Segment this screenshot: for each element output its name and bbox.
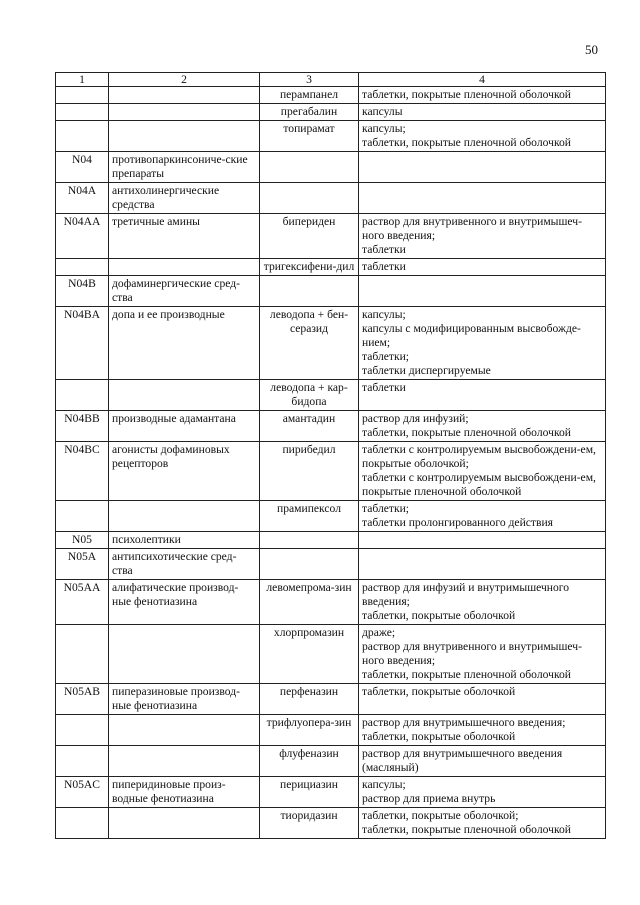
atc-code-cell: N04AA xyxy=(56,214,109,259)
atc-code-cell: N04BB xyxy=(56,411,109,442)
table-row xyxy=(56,580,606,625)
drug-name-cell xyxy=(260,532,359,549)
dosage-form: раствор для инфузий; xyxy=(362,412,469,425)
dosage-forms-cell xyxy=(359,625,606,684)
table-row xyxy=(56,87,606,104)
dosage-form: таблетки, покрытые пленочной оболочкой xyxy=(362,823,571,836)
dosage-form: таблетки, покрытые оболочкой; xyxy=(362,809,519,822)
dosage-forms-cell xyxy=(359,307,606,380)
dosage-forms-cell xyxy=(359,380,606,411)
group-name-cell: третичные амины xyxy=(109,214,260,259)
dosage-forms-cell xyxy=(359,104,606,121)
atc-code-cell: N05A xyxy=(56,549,109,580)
dosage-form: таблетки, покрытые пленочной оболочкой xyxy=(362,668,571,681)
group-name-cell xyxy=(109,259,260,276)
dosage-form: таблетки пролонгированного действия xyxy=(362,516,553,529)
dosage-forms-cell xyxy=(359,276,606,307)
drug-name-cell xyxy=(260,276,359,307)
table-body xyxy=(56,87,606,839)
dosage-forms-cell xyxy=(359,214,606,259)
group-name-cell xyxy=(109,501,260,532)
drug-name-cell: тригексифени-дил xyxy=(260,259,359,276)
atc-code-cell xyxy=(56,259,109,276)
group-name-cell: производные адамантана xyxy=(109,411,260,442)
header-row xyxy=(56,73,606,87)
atc-code-cell xyxy=(56,87,109,104)
table-row xyxy=(56,715,606,746)
drug-name-cell: топирамат xyxy=(260,121,359,152)
dosage-form: капсулы; xyxy=(362,122,406,135)
column-header: 4 xyxy=(359,73,606,87)
drug-name-cell: флуфеназин xyxy=(260,746,359,777)
table-row xyxy=(56,183,606,214)
dosage-forms-cell xyxy=(359,442,606,501)
table-row xyxy=(56,549,606,580)
dosage-form: таблетки; xyxy=(362,502,410,515)
atc-code-cell xyxy=(56,715,109,746)
dosage-form: таблетки xyxy=(362,381,406,394)
atc-code-cell: N04A xyxy=(56,183,109,214)
group-name-cell xyxy=(109,104,260,121)
dosage-forms-cell xyxy=(359,777,606,808)
drug-name-cell: леводопа + кар-бидопа xyxy=(260,380,359,411)
group-name-cell xyxy=(109,808,260,839)
table-row xyxy=(56,307,606,380)
table-row xyxy=(56,259,606,276)
atc-code-cell: N05 xyxy=(56,532,109,549)
dosage-forms-cell xyxy=(359,259,606,276)
dosage-form: капсулы; xyxy=(362,778,406,791)
group-name-cell: психолептики xyxy=(109,532,260,549)
atc-code-cell xyxy=(56,625,109,684)
drug-name-cell: амантадин xyxy=(260,411,359,442)
dosage-form: капсулы xyxy=(362,105,403,118)
dosage-forms-cell xyxy=(359,684,606,715)
atc-code-cell xyxy=(56,104,109,121)
group-name-cell: антихолинергические средства xyxy=(109,183,260,214)
group-name-cell: противопаркинсониче-ские препараты xyxy=(109,152,260,183)
drug-name-cell: левомепрома-зин xyxy=(260,580,359,625)
dosage-form: раствор для внутривенного и внутримышеч-ного введения; xyxy=(362,215,582,242)
atc-code-cell xyxy=(56,380,109,411)
page-number: 50 xyxy=(585,42,598,57)
dosage-forms-cell xyxy=(359,549,606,580)
drug-name-cell: леводопа + бен-серазид xyxy=(260,307,359,380)
atc-code-cell xyxy=(56,746,109,777)
dosage-form: таблетки xyxy=(362,260,406,273)
column-header: 2 xyxy=(109,73,260,87)
drug-name-cell: тиоридазин xyxy=(260,808,359,839)
dosage-form: таблетки с контролируемым высвобождени-ем, покрытые оболочкой; xyxy=(362,443,596,470)
group-name-cell xyxy=(109,746,260,777)
group-name-cell xyxy=(109,121,260,152)
table-row xyxy=(56,380,606,411)
dosage-form: капсулы; xyxy=(362,308,406,321)
dosage-form: таблетки, покрытые оболочкой xyxy=(362,609,516,622)
dosage-form: таблетки диспергируемые xyxy=(362,364,491,377)
table-row xyxy=(56,214,606,259)
column-header: 3 xyxy=(260,73,359,87)
atc-code-cell: N05AA xyxy=(56,580,109,625)
dosage-form: таблетки, покрытые пленочной оболочкой xyxy=(362,88,571,101)
dosage-forms-cell xyxy=(359,715,606,746)
dosage-forms-cell xyxy=(359,121,606,152)
table-row xyxy=(56,104,606,121)
dosage-forms-cell xyxy=(359,152,606,183)
drug-table xyxy=(55,72,606,839)
group-name-cell: пиперидиновые произ-водные фенотиазина xyxy=(109,777,260,808)
drug-name-cell: трифлуопера-зин xyxy=(260,715,359,746)
group-name-cell xyxy=(109,625,260,684)
table-row xyxy=(56,411,606,442)
atc-code-cell xyxy=(56,121,109,152)
atc-code-cell: N04 xyxy=(56,152,109,183)
dosage-form: раствор для внутримышечного введения (масляный) xyxy=(362,747,563,774)
group-name-cell: дофаминергические сред-ства xyxy=(109,276,260,307)
atc-code-cell xyxy=(56,501,109,532)
atc-code-cell: N04B xyxy=(56,276,109,307)
drug-name-cell: прамипексол xyxy=(260,501,359,532)
drug-name-cell: прегабалин xyxy=(260,104,359,121)
dosage-form: драже; xyxy=(362,626,396,639)
table-row xyxy=(56,532,606,549)
dosage-form: таблетки, покрытые оболочкой xyxy=(362,730,516,743)
group-name-cell: алифатические производ-ные фенотиазина xyxy=(109,580,260,625)
group-name-cell xyxy=(109,87,260,104)
dosage-form: раствор для инфузий и внутримышечного введения; xyxy=(362,581,570,608)
drug-name-cell: пирибедил xyxy=(260,442,359,501)
atc-code-cell: N05AC xyxy=(56,777,109,808)
table-row xyxy=(56,121,606,152)
drug-name-cell: хлорпромазин xyxy=(260,625,359,684)
dosage-forms-cell xyxy=(359,501,606,532)
table-row xyxy=(56,501,606,532)
dosage-forms-cell xyxy=(359,580,606,625)
dosage-forms-cell xyxy=(359,808,606,839)
drug-name-cell: перфеназин xyxy=(260,684,359,715)
group-name-cell xyxy=(109,715,260,746)
dosage-forms-cell xyxy=(359,183,606,214)
dosage-form: таблетки, покрытые пленочной оболочкой xyxy=(362,426,571,439)
drug-name-cell: бипериден xyxy=(260,214,359,259)
dosage-form: таблетки; xyxy=(362,350,410,363)
group-name-cell: пиперазиновые производ-ные фенотиазина xyxy=(109,684,260,715)
dosage-forms-cell xyxy=(359,411,606,442)
table-row xyxy=(56,152,606,183)
atc-code-cell xyxy=(56,808,109,839)
atc-code-cell: N04BC xyxy=(56,442,109,501)
drug-name-cell: перампанел xyxy=(260,87,359,104)
table-row xyxy=(56,746,606,777)
dosage-forms-cell xyxy=(359,746,606,777)
table-row xyxy=(56,276,606,307)
group-name-cell: допа и ее производные xyxy=(109,307,260,380)
atc-code-cell: N05AB xyxy=(56,684,109,715)
dosage-form: раствор для внутривенного и внутримышеч-ного введения; xyxy=(362,640,582,667)
dosage-form: таблетки xyxy=(362,243,406,256)
group-name-cell: антипсихотические сред-ства xyxy=(109,549,260,580)
column-header: 1 xyxy=(56,73,109,87)
dosage-forms-cell xyxy=(359,532,606,549)
drug-name-cell xyxy=(260,152,359,183)
table-row xyxy=(56,625,606,684)
dosage-form: таблетки, покрытые пленочной оболочкой xyxy=(362,136,571,149)
table-row xyxy=(56,808,606,839)
table-row xyxy=(56,777,606,808)
drug-name-cell xyxy=(260,549,359,580)
table-row xyxy=(56,684,606,715)
drug-name-cell: перициазин xyxy=(260,777,359,808)
dosage-form: раствор для приема внутрь xyxy=(362,792,496,805)
dosage-form: раствор для внутримышечного введения; xyxy=(362,716,566,729)
dosage-form: таблетки с контролируемым высвобождени-ем, покрытые пленочной оболочкой xyxy=(362,471,596,498)
dosage-form: таблетки, покрытые оболочкой xyxy=(362,685,516,698)
drug-name-cell xyxy=(260,183,359,214)
table-row xyxy=(56,442,606,501)
atc-code-cell: N04BA xyxy=(56,307,109,380)
group-name-cell xyxy=(109,380,260,411)
group-name-cell: агонисты дофаминовых рецепторов xyxy=(109,442,260,501)
dosage-form: капсулы с модифицированным высвобожде-нием; xyxy=(362,322,581,349)
dosage-forms-cell xyxy=(359,87,606,104)
